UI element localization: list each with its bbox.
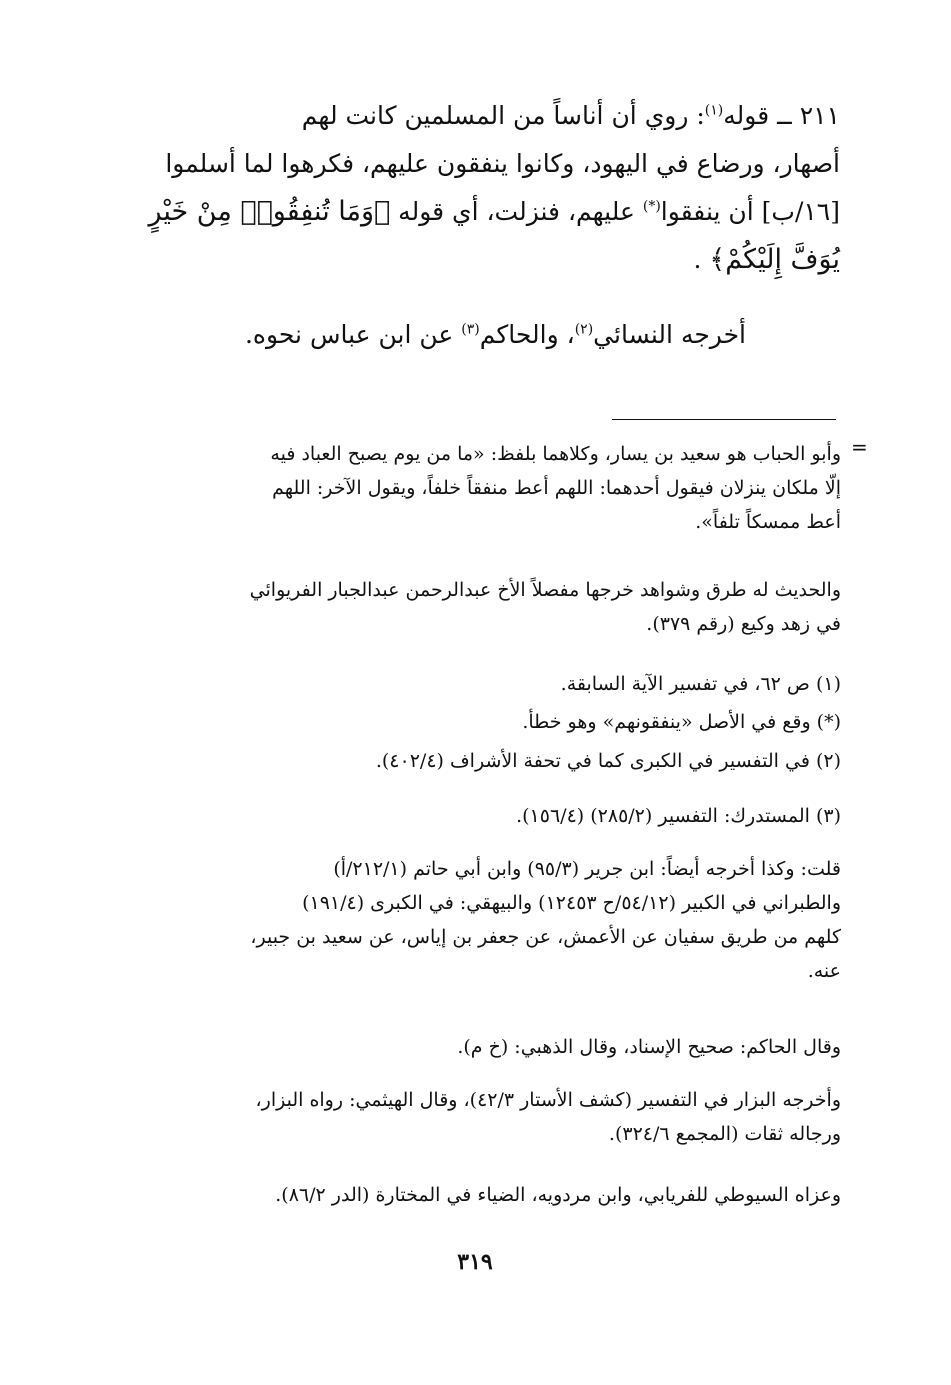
qultu-line-1: قلت: وكذا أخرجه أيضاً: ابن جرير (٩٥/٣) وابن أبي حاتم (٢١٢/١/أ)	[333, 858, 841, 880]
qultu-line-2: والطبراني في الكبير (٥٤/١٢/ح ١٢٤٥٣) والبيهقي: في الكبرى (١٩١/٤)	[302, 892, 841, 914]
footnote-routes-line-2: في زهد وكيع (رقم ٣٧٩).	[646, 613, 841, 635]
footnote-cont-line-3: أعط ممسكاً تلفاً».	[695, 511, 841, 533]
bazzar-line-1: وأخرجه البزار في التفسير (كشف الأستار ٤٢/٣)، وقال الهيثمي: رواه البزار،	[255, 1089, 841, 1111]
footnote-ref-2: (٢)	[574, 321, 594, 338]
main-text	[135, 92, 840, 284]
footnote-ref-1: (١)	[704, 102, 724, 119]
footnote-2: (٢) في التفسير في الكبرى كما في تحفة الأشراف (٤٠٢/٤).	[375, 750, 841, 772]
footnote-separator	[612, 419, 836, 420]
footnote-star: (*) وقع في الأصل «ينفقونهم» وهو خطأ.	[522, 711, 841, 733]
main-line-2: أصهار، ورضاع في اليهود، وكانوا ينفقون عليهم، فكرهوا لما أسلموا	[165, 149, 840, 178]
footnote-hadith-routes	[141, 573, 841, 641]
footnote-3: (٣) المستدرك: التفسير (٢٨٥/٢) (١٥٦/٤).	[516, 805, 841, 827]
bazzar-line-2: ورجاله ثقات (المجمع ٣٢٤/٦).	[608, 1123, 841, 1145]
footnote-cont-line-1: وأبو الحباب هو سعيد بن يسار، وكلاهما بلفظ: «ما من يوم يصبح العباد فيه	[270, 443, 841, 465]
footnote-qultu	[141, 852, 841, 988]
footnote-bazzar	[141, 1083, 841, 1151]
footnote-suyuti: وعزاه السيوطي للفريابي، وابن مردويه، الضياء في المختارة (الدر ٨٦/٢).	[275, 1184, 841, 1206]
takhrij-line: أخرجه النسائي$^{(٢)}$، والحاكم$^{(٣)}$ عن ابن عباس نحوه.	[244, 320, 746, 349]
footnote-hakim: وقال الحاكم: صحيح الإسناد، وقال الذهبي: (خ م).	[457, 1036, 841, 1058]
qultu-line-3: كلهم من طريق سفيان عن الأعمش، عن جعفر بن إياس، عن سعيد بن جبير،	[250, 926, 841, 948]
quran-verse-part1: ﴿وَمَا تُنفِقُوا۟ مِنْ خَيْرٍ	[148, 196, 391, 227]
qultu-line-4: عنه.	[807, 960, 841, 982]
footnote-ref-star: (*)	[642, 198, 661, 215]
page-number: ٣١٩	[457, 1249, 493, 1275]
footnote-ref-3: (٣)	[461, 321, 480, 338]
main-line-3: [١٦/ب] أن ينفقوا(*) عليهم، فنزلت، أي قوله ﴿وَمَا تُنفِقُوا۟ مِنْ خَيْرٍ	[148, 196, 840, 227]
continuation-mark: =	[851, 435, 868, 459]
main-line-1: ٢١١ ــ قوله$^{(١)}$: روي أن أناساً من المسلمين كانت لهم	[301, 101, 840, 130]
footnote-cont-line-2: إلّا ملكان ينزلان فيقول أحدهما: اللهم أعط منفقاً خلفاً، ويقول الآخر: اللهم	[272, 477, 841, 499]
footnote-1: (١) ص ٦٢، في تفسير الآية السابقة.	[560, 673, 841, 695]
footnote-routes-line-1: والحديث له طرق وشواهد خرجها مفصلاً الأخ عبدالرحمن عبدالجبار الفريوائي	[249, 579, 841, 601]
footnote-continuation	[141, 437, 841, 539]
quran-verse-part2: يُوَفَّ إِلَيْكُمْ﴾	[709, 244, 840, 275]
main-line-4: يُوَفَّ إِلَيْكُمْ﴾ .	[693, 244, 840, 275]
